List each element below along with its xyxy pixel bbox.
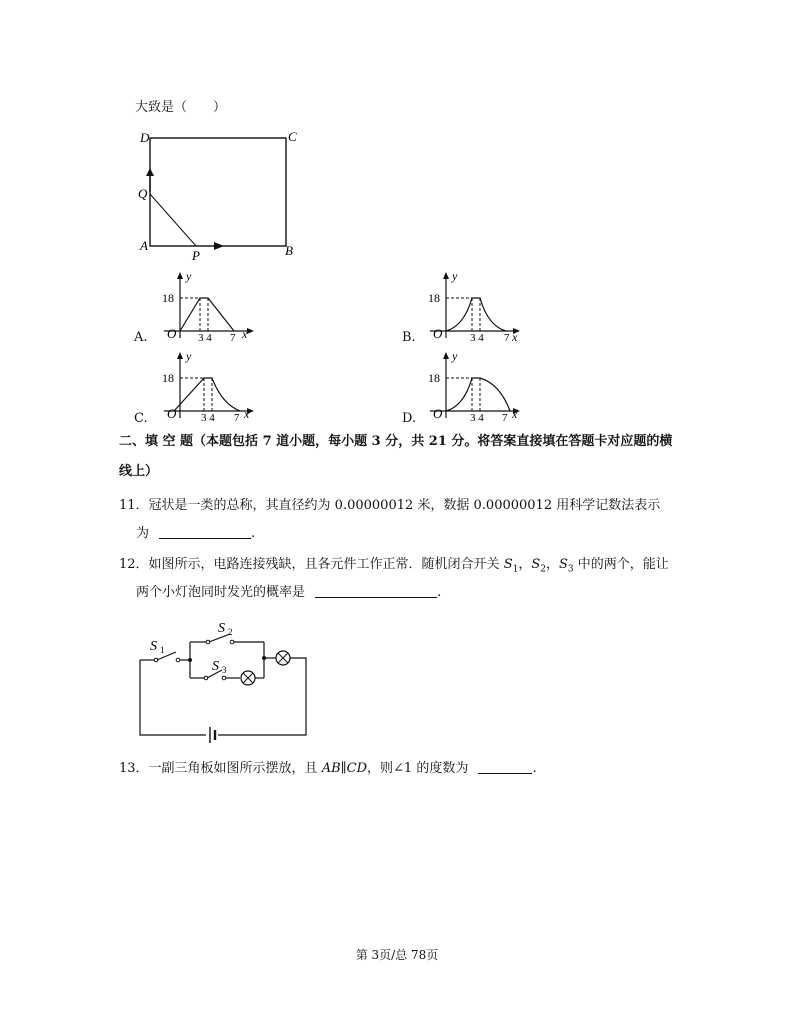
option-d-graph bbox=[424, 348, 524, 422]
q10-rectangle-figure bbox=[134, 124, 306, 262]
label-c: C bbox=[288, 129, 297, 144]
q12-answer-blank[interactable] bbox=[315, 584, 437, 598]
svg-text:O: O bbox=[433, 406, 443, 421]
svg-text:O: O bbox=[167, 326, 177, 341]
svg-text:7: 7 bbox=[234, 412, 240, 422]
option-b-letter: B. bbox=[402, 330, 416, 345]
svg-text:18: 18 bbox=[162, 291, 174, 305]
option-c-letter: C. bbox=[134, 411, 148, 426]
svg-text:y: y bbox=[452, 349, 458, 363]
q12-line1: 12．如图所示，电路连接残缺，且各元件工作正常．随机闭合开关 $S_1$，$S_2$，$S_3$ 中的两个，能让 bbox=[119, 557, 669, 575]
svg-text:3 4: 3 4 bbox=[201, 412, 215, 422]
q-arrow-up bbox=[146, 168, 154, 176]
q10-stem-tail: 大致是（ ） bbox=[135, 100, 227, 115]
svg-text:7: 7 bbox=[230, 332, 236, 342]
rectangle-abcd bbox=[150, 138, 286, 246]
svg-text:y: y bbox=[452, 269, 458, 283]
svg-text:y: y bbox=[186, 269, 192, 283]
option-a-letter: A. bbox=[134, 330, 148, 345]
q11-text: 冠状是一类的总称，其直径约为 0.00000012 米，数据 0.00000012 用科学记数法表示 bbox=[148, 498, 661, 513]
svg-text:18: 18 bbox=[428, 291, 440, 305]
option-c-curve bbox=[174, 378, 240, 411]
option-d-letter: D. bbox=[402, 411, 417, 426]
segment-pq bbox=[150, 194, 196, 246]
q11-line2: 为 . bbox=[136, 526, 256, 541]
svg-text:x: x bbox=[512, 330, 518, 342]
label-d: D bbox=[140, 130, 150, 145]
svg-text:3 4: 3 4 bbox=[470, 332, 484, 342]
svg-text:7: 7 bbox=[502, 412, 508, 422]
svg-text:3 4: 3 4 bbox=[198, 332, 212, 342]
section-2-heading-line1: 二、填 空 题（本题包括 7 道小题，每小题 3 分，共 21 分。将答案直接填在答题卡对应题的横 bbox=[119, 434, 673, 449]
q12-number: 12． bbox=[119, 557, 149, 572]
option-d-curve bbox=[446, 378, 510, 411]
label-a: A bbox=[140, 238, 148, 253]
q13-line: 13．一副三角板如图所示摆放，且 AB∥CD，则∠1 的度数为 . bbox=[119, 761, 537, 776]
svg-text:3 4: 3 4 bbox=[470, 412, 484, 422]
circuit-label-s1: S bbox=[150, 639, 157, 654]
option-c-graph bbox=[158, 348, 258, 422]
svg-text:O: O bbox=[433, 326, 443, 341]
svg-text:3: 3 bbox=[222, 665, 227, 675]
option-a-curve bbox=[180, 298, 234, 331]
svg-text:x: x bbox=[242, 327, 248, 341]
q11-answer-blank[interactable] bbox=[159, 525, 251, 539]
q12-line2: 两个小灯泡同时发光的概率是 . bbox=[136, 585, 442, 600]
p-arrow-right bbox=[214, 242, 224, 250]
label-p: P bbox=[192, 248, 200, 262]
svg-text:18: 18 bbox=[162, 371, 174, 385]
option-b-graph bbox=[424, 268, 524, 342]
svg-text:7: 7 bbox=[504, 332, 510, 342]
q11-number: 11． bbox=[119, 498, 149, 513]
svg-text:x: x bbox=[244, 407, 250, 421]
label-b: B bbox=[285, 243, 293, 258]
label-q: Q bbox=[138, 186, 148, 201]
option-a-graph bbox=[158, 268, 258, 342]
section-2-heading-line2: 线上） bbox=[119, 464, 159, 479]
svg-text:y: y bbox=[186, 349, 192, 363]
circuit-label-s3: S bbox=[212, 659, 219, 674]
q11-line1 bbox=[119, 497, 660, 515]
circuit-label-s2: S bbox=[218, 621, 225, 636]
option-b-curve bbox=[446, 298, 506, 331]
svg-text:x: x bbox=[512, 407, 518, 421]
q12-circuit-diagram bbox=[130, 612, 320, 748]
svg-text:1: 1 bbox=[160, 645, 165, 655]
q13-answer-blank[interactable] bbox=[478, 760, 532, 774]
svg-text:18: 18 bbox=[428, 371, 440, 385]
q13-number: 13． bbox=[119, 761, 149, 776]
svg-text:2: 2 bbox=[228, 627, 233, 637]
page-footer: 第 3页/总 78页 bbox=[355, 948, 439, 962]
svg-text:O: O bbox=[167, 406, 177, 421]
